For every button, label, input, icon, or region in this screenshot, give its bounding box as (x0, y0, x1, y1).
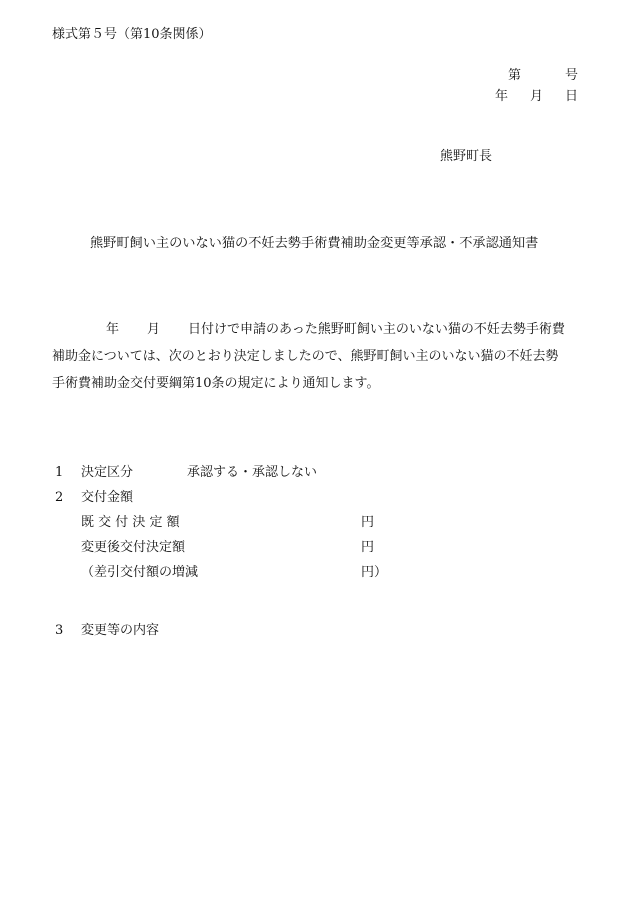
issue-date (495, 90, 578, 103)
body-line-3: 手術費補助金交付要綱第10条の規定により通知します。 (52, 376, 380, 391)
body-line-1 (52, 316, 592, 343)
item-1-value: 承認する・承認しない (187, 465, 318, 480)
item-3-number: 3 (55, 623, 64, 638)
amount-row-unit: 円 (361, 515, 375, 530)
body-text (52, 316, 592, 397)
issuer-name: 熊野町長 (440, 149, 493, 164)
item-1-label: 決定区分 (81, 465, 134, 480)
item-1-number: 1 (55, 465, 64, 480)
date-month: 月 (529, 89, 543, 104)
doc-number-go: 号 (564, 68, 578, 83)
date-year: 年 (494, 89, 508, 104)
body-line-2: 補助金については、次のとおり決定しましたので、熊野町飼い主のいない猫の不妊去勢 (52, 349, 559, 364)
amount-row-label: （差引交付額の増減 (81, 565, 199, 580)
amount-row-label: 変更後交付決定額 (81, 540, 186, 555)
item-2-number: 2 (55, 490, 64, 505)
amount-row-unit: 円） (361, 565, 388, 580)
doc-number-dai: 第 (507, 68, 521, 83)
item-2-label: 交付金額 (81, 490, 134, 505)
form-number: 様式第５号（第10条関係） (52, 27, 212, 42)
body-line-1-text: 日付けで申請のあった熊野町飼い主のいない猫の不妊去勢手術費 (188, 322, 565, 337)
date-day: 日 (564, 89, 578, 104)
document-number (508, 69, 578, 82)
document-title: 熊野町飼い主のいない猫の不妊去勢手術費補助金変更等承認・不承認通知書 (90, 236, 539, 251)
amount-row-label: 既 交 付 決 定 額 (81, 515, 180, 530)
body-year: 年 (106, 322, 120, 337)
body-month: 月 (147, 322, 161, 337)
amount-row-unit: 円 (361, 540, 375, 555)
item-3-label: 変更等の内容 (81, 623, 160, 638)
